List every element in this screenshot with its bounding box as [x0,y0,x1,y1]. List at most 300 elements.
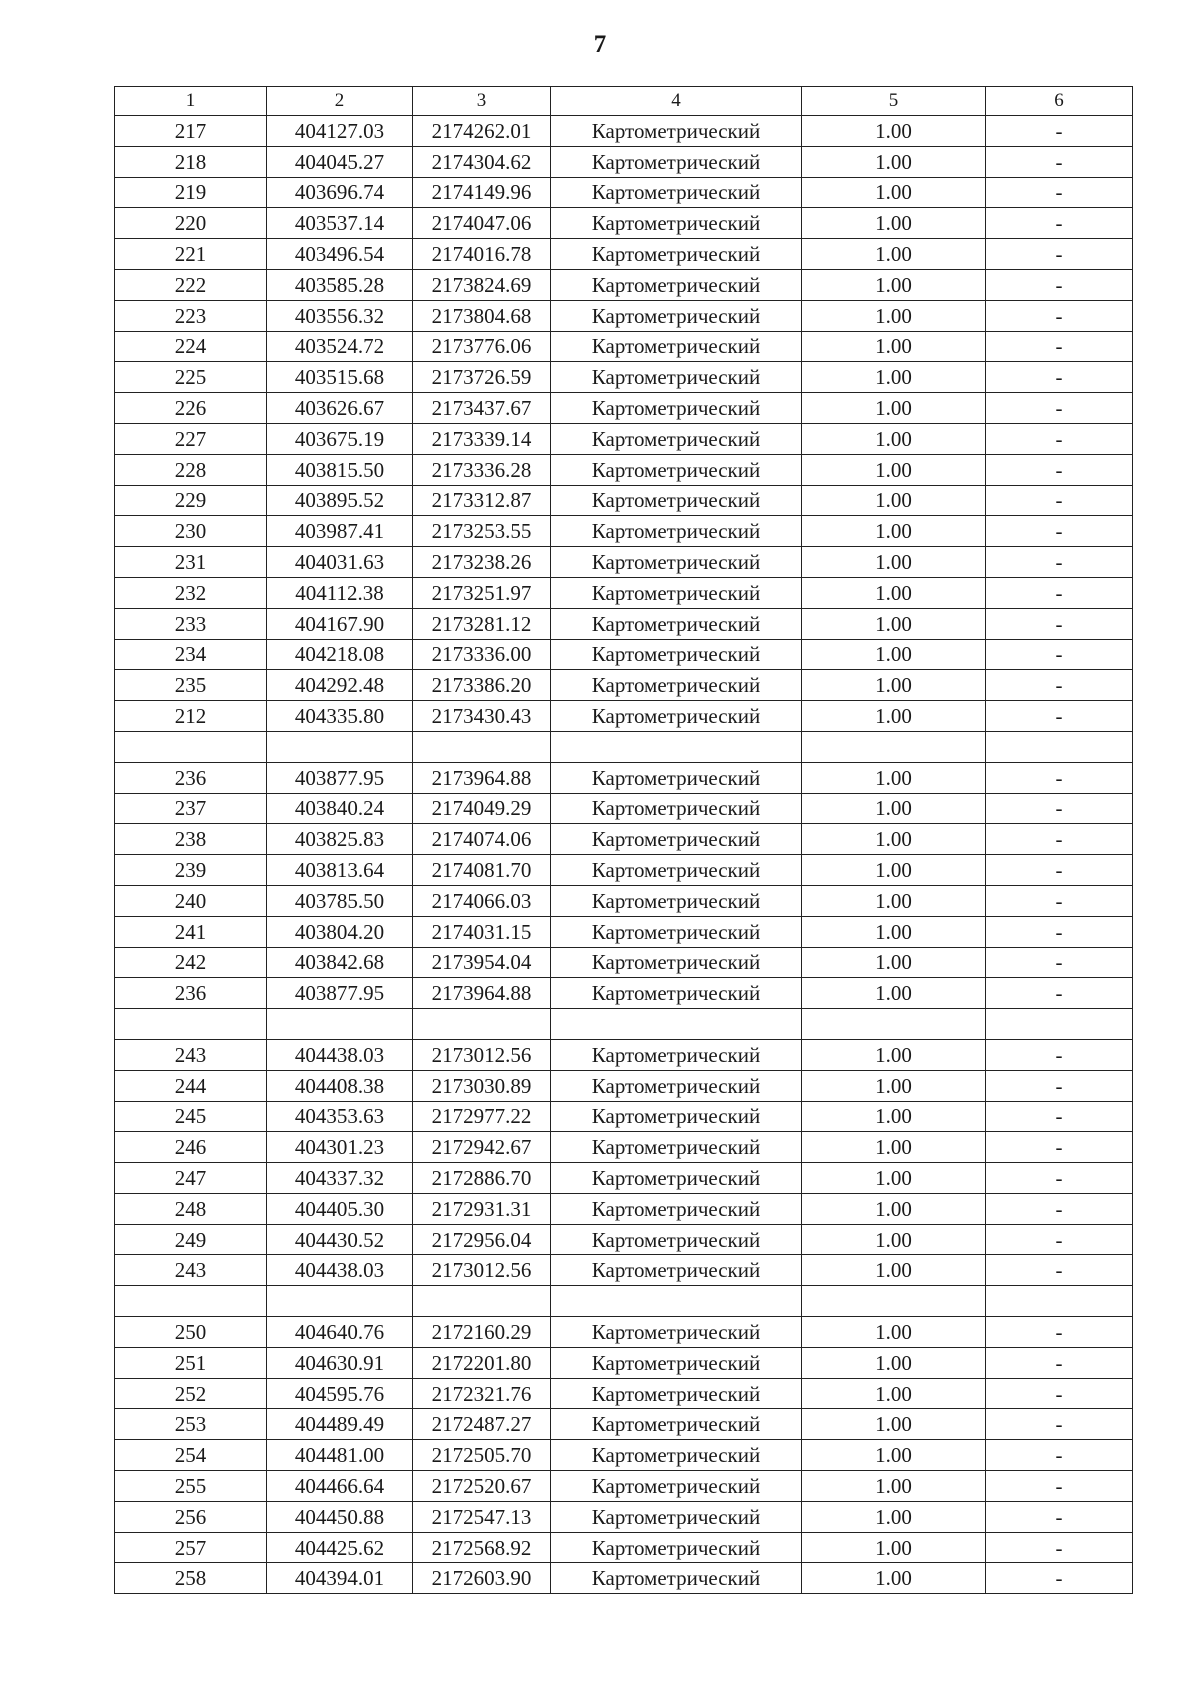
cell-x-coordinate: 403804.20 [267,916,413,947]
cell-point-number: 226 [115,393,267,424]
cell-x-coordinate: 403825.83 [267,824,413,855]
table-row [115,1163,1133,1194]
cell-y-coordinate: 2173012.56 [413,1039,551,1070]
cell-note: - [986,1255,1133,1286]
coordinates-table [114,86,1133,1594]
cell-x-coordinate: 403556.32 [267,300,413,331]
cell-x-coordinate: 403815.50 [267,454,413,485]
cell-x-coordinate [267,731,413,762]
cell-method [551,731,802,762]
cell-point-number: 219 [115,177,267,208]
table-row [115,1347,1133,1378]
cell-accuracy: 1.00 [802,577,986,608]
cell-point-number: 247 [115,1163,267,1194]
table-row [115,1501,1133,1532]
table-row [115,1193,1133,1224]
cell-method: Картометрический [551,423,802,454]
cell-accuracy: 1.00 [802,454,986,485]
header-cell-5: 5 [802,87,986,116]
cell-method: Картометрический [551,1347,802,1378]
cell-y-coordinate: 2172956.04 [413,1224,551,1255]
cell-method: Картометрический [551,362,802,393]
cell-x-coordinate: 404218.08 [267,639,413,670]
cell-note: - [986,885,1133,916]
cell-note: - [986,300,1133,331]
table-header [115,87,1133,116]
cell-x-coordinate: 404430.52 [267,1224,413,1255]
cell-accuracy: 1.00 [802,300,986,331]
cell-note: - [986,1163,1133,1194]
cell-accuracy: 1.00 [802,670,986,701]
cell-method: Картометрический [551,978,802,1009]
cell-accuracy: 1.00 [802,762,986,793]
cell-method: Картометрический [551,300,802,331]
cell-accuracy: 1.00 [802,1501,986,1532]
cell-point-number: 236 [115,762,267,793]
table-row [115,177,1133,208]
cell-note: - [986,639,1133,670]
cell-accuracy: 1.00 [802,1255,986,1286]
cell-x-coordinate: 404408.38 [267,1070,413,1101]
cell-x-coordinate: 403585.28 [267,269,413,300]
cell-method: Картометрический [551,393,802,424]
cell-method: Картометрический [551,1070,802,1101]
cell-x-coordinate: 404450.88 [267,1501,413,1532]
cell-point-number: 218 [115,146,267,177]
table-row [115,793,1133,824]
cell-point-number: 221 [115,239,267,270]
cell-x-coordinate: 403842.68 [267,947,413,978]
cell-y-coordinate: 2173030.89 [413,1070,551,1101]
cell-accuracy: 1.00 [802,608,986,639]
cell-note: - [986,824,1133,855]
cell-point-number: 234 [115,639,267,670]
cell-accuracy: 1.00 [802,516,986,547]
cell-point-number: 217 [115,116,267,147]
cell-method: Картометрический [551,1440,802,1471]
cell-accuracy: 1.00 [802,1532,986,1563]
cell-note: - [986,1471,1133,1502]
cell-point-number: 257 [115,1532,267,1563]
cell-y-coordinate: 2172886.70 [413,1163,551,1194]
table-row [115,146,1133,177]
cell-point-number: 243 [115,1255,267,1286]
cell-y-coordinate: 2172931.31 [413,1193,551,1224]
cell-x-coordinate: 404640.76 [267,1317,413,1348]
cell-method: Картометрический [551,177,802,208]
cell-x-coordinate: 404630.91 [267,1347,413,1378]
cell-point-number: 249 [115,1224,267,1255]
cell-method: Картометрический [551,239,802,270]
cell-note: - [986,670,1133,701]
table-row [115,1317,1133,1348]
cell-y-coordinate: 2173964.88 [413,978,551,1009]
cell-x-coordinate: 403496.54 [267,239,413,270]
cell-x-coordinate: 403840.24 [267,793,413,824]
cell-x-coordinate: 404031.63 [267,547,413,578]
cell-method: Картометрический [551,208,802,239]
cell-note: - [986,485,1133,516]
cell-accuracy: 1.00 [802,208,986,239]
cell-accuracy: 1.00 [802,1193,986,1224]
cell-x-coordinate: 403877.95 [267,978,413,1009]
cell-note: - [986,1132,1133,1163]
cell-accuracy: 1.00 [802,1101,986,1132]
cell-y-coordinate: 2174149.96 [413,177,551,208]
cell-y-coordinate: 2173312.87 [413,485,551,516]
cell-accuracy: 1.00 [802,239,986,270]
cell-accuracy [802,1009,986,1040]
cell-note: - [986,1501,1133,1532]
table-row [115,362,1133,393]
table-row [115,423,1133,454]
table-row [115,485,1133,516]
cell-y-coordinate: 2172977.22 [413,1101,551,1132]
cell-note: - [986,547,1133,578]
cell-accuracy: 1.00 [802,1039,986,1070]
cell-accuracy: 1.00 [802,885,986,916]
table-row [115,454,1133,485]
cell-method: Картометрический [551,1224,802,1255]
cell-note: - [986,269,1133,300]
cell-method: Картометрический [551,947,802,978]
cell-point-number: 222 [115,269,267,300]
cell-note: - [986,454,1133,485]
cell-x-coordinate: 404425.62 [267,1532,413,1563]
table-row [115,1440,1133,1471]
cell-method: Картометрический [551,855,802,886]
cell-point-number: 252 [115,1378,267,1409]
cell-y-coordinate: 2173430.43 [413,701,551,732]
cell-method: Картометрический [551,146,802,177]
cell-accuracy: 1.00 [802,331,986,362]
table-row [115,608,1133,639]
cell-accuracy: 1.00 [802,916,986,947]
cell-point-number: 237 [115,793,267,824]
cell-point-number: 233 [115,608,267,639]
cell-x-coordinate: 404466.64 [267,1471,413,1502]
table-row [115,1224,1133,1255]
cell-note: - [986,393,1133,424]
cell-note: - [986,608,1133,639]
cell-x-coordinate: 404335.80 [267,701,413,732]
cell-point-number: 244 [115,1070,267,1101]
cell-accuracy: 1.00 [802,1347,986,1378]
cell-x-coordinate: 403785.50 [267,885,413,916]
table-row [115,639,1133,670]
cell-method: Картометрический [551,885,802,916]
cell-y-coordinate: 2173386.20 [413,670,551,701]
cell-point-number: 255 [115,1471,267,1502]
cell-note: - [986,1347,1133,1378]
table-row [115,547,1133,578]
cell-note: - [986,423,1133,454]
cell-point-number: 229 [115,485,267,516]
cell-x-coordinate: 403524.72 [267,331,413,362]
cell-method: Картометрический [551,701,802,732]
table-row [115,885,1133,916]
cell-x-coordinate: 404489.49 [267,1409,413,1440]
table-row [115,916,1133,947]
cell-x-coordinate: 403877.95 [267,762,413,793]
cell-point-number: 251 [115,1347,267,1378]
cell-point-number [115,1009,267,1040]
cell-point-number: 253 [115,1409,267,1440]
cell-note: - [986,1440,1133,1471]
cell-y-coordinate: 2173804.68 [413,300,551,331]
cell-x-coordinate: 404438.03 [267,1039,413,1070]
cell-x-coordinate: 404394.01 [267,1563,413,1594]
table-row [115,670,1133,701]
table-row [115,116,1133,147]
cell-note: - [986,1532,1133,1563]
cell-note: - [986,516,1133,547]
cell-method: Картометрический [551,1039,802,1070]
cell-method: Картометрический [551,454,802,485]
table-spacer-row [115,1286,1133,1317]
cell-y-coordinate: 2174304.62 [413,146,551,177]
cell-point-number: 258 [115,1563,267,1594]
cell-note: - [986,978,1133,1009]
cell-x-coordinate: 403515.68 [267,362,413,393]
cell-method: Картометрический [551,1471,802,1502]
cell-method: Картометрический [551,1132,802,1163]
table-row [115,855,1133,886]
header-cell-4: 4 [551,87,802,116]
cell-accuracy [802,731,986,762]
table-row [115,701,1133,732]
cell-x-coordinate: 404045.27 [267,146,413,177]
cell-accuracy: 1.00 [802,269,986,300]
cell-note: - [986,1409,1133,1440]
cell-note: - [986,331,1133,362]
cell-point-number: 238 [115,824,267,855]
table-row [115,947,1133,978]
cell-accuracy: 1.00 [802,1378,986,1409]
cell-note: - [986,177,1133,208]
table-row [115,1563,1133,1594]
table-row [115,1471,1133,1502]
cell-y-coordinate: 2172321.76 [413,1378,551,1409]
cell-y-coordinate: 2173251.97 [413,577,551,608]
cell-y-coordinate: 2174031.15 [413,916,551,947]
cell-point-number: 235 [115,670,267,701]
cell-note: - [986,701,1133,732]
cell-y-coordinate: 2173954.04 [413,947,551,978]
table-row [115,239,1133,270]
cell-method [551,1286,802,1317]
cell-note [986,731,1133,762]
table-row [115,1070,1133,1101]
cell-accuracy [802,1286,986,1317]
cell-method: Картометрический [551,1563,802,1594]
cell-method: Картометрический [551,1163,802,1194]
cell-x-coordinate [267,1286,413,1317]
table-row [115,208,1133,239]
table-row [115,824,1133,855]
cell-accuracy: 1.00 [802,1563,986,1594]
page-number: 7 [593,31,607,58]
table-row [115,1255,1133,1286]
table-row [115,393,1133,424]
cell-x-coordinate: 403626.67 [267,393,413,424]
cell-point-number: 256 [115,1501,267,1532]
cell-note: - [986,146,1133,177]
cell-note: - [986,855,1133,886]
cell-accuracy: 1.00 [802,177,986,208]
cell-x-coordinate: 404127.03 [267,116,413,147]
cell-accuracy: 1.00 [802,855,986,886]
cell-method: Картометрический [551,670,802,701]
cell-method: Картометрический [551,116,802,147]
cell-note: - [986,362,1133,393]
table-spacer-row [115,1009,1133,1040]
cell-method: Картометрический [551,793,802,824]
table-spacer-row [115,731,1133,762]
cell-y-coordinate: 2172568.92 [413,1532,551,1563]
cell-accuracy: 1.00 [802,485,986,516]
cell-y-coordinate: 2172520.67 [413,1471,551,1502]
cell-y-coordinate: 2173824.69 [413,269,551,300]
cell-x-coordinate: 403987.41 [267,516,413,547]
cell-y-coordinate: 2172505.70 [413,1440,551,1471]
cell-y-coordinate: 2172487.27 [413,1409,551,1440]
cell-accuracy: 1.00 [802,1471,986,1502]
cell-point-number: 239 [115,855,267,886]
cell-method: Картометрический [551,1317,802,1348]
table-body [115,116,1133,1594]
cell-note: - [986,1101,1133,1132]
cell-y-coordinate [413,731,551,762]
table-row [115,300,1133,331]
cell-note: - [986,1563,1133,1594]
cell-y-coordinate: 2174016.78 [413,239,551,270]
table-row [115,762,1133,793]
cell-y-coordinate: 2173012.56 [413,1255,551,1286]
cell-point-number: 250 [115,1317,267,1348]
header-cell-1: 1 [115,87,267,116]
cell-accuracy: 1.00 [802,146,986,177]
cell-accuracy: 1.00 [802,1224,986,1255]
cell-y-coordinate: 2174047.06 [413,208,551,239]
table-row [115,577,1133,608]
cell-accuracy: 1.00 [802,547,986,578]
cell-point-number: 241 [115,916,267,947]
cell-y-coordinate: 2174074.06 [413,824,551,855]
cell-y-coordinate: 2173339.14 [413,423,551,454]
cell-accuracy: 1.00 [802,1070,986,1101]
cell-note: - [986,793,1133,824]
cell-point-number: 236 [115,978,267,1009]
cell-accuracy: 1.00 [802,978,986,1009]
cell-accuracy: 1.00 [802,393,986,424]
cell-point-number: 227 [115,423,267,454]
cell-y-coordinate: 2173437.67 [413,393,551,424]
cell-y-coordinate: 2174049.29 [413,793,551,824]
cell-y-coordinate: 2173726.59 [413,362,551,393]
cell-y-coordinate: 2172603.90 [413,1563,551,1594]
cell-x-coordinate: 403895.52 [267,485,413,516]
cell-accuracy: 1.00 [802,116,986,147]
cell-x-coordinate: 404112.38 [267,577,413,608]
header-cell-6: 6 [986,87,1133,116]
cell-x-coordinate [267,1009,413,1040]
cell-point-number: 228 [115,454,267,485]
cell-method: Картометрический [551,1409,802,1440]
cell-point-number: 225 [115,362,267,393]
cell-point-number: 231 [115,547,267,578]
cell-accuracy: 1.00 [802,1163,986,1194]
cell-x-coordinate: 404353.63 [267,1101,413,1132]
header-row [115,87,1133,116]
cell-y-coordinate: 2173964.88 [413,762,551,793]
cell-note: - [986,762,1133,793]
cell-point-number: 240 [115,885,267,916]
table-row [115,516,1133,547]
cell-x-coordinate: 404595.76 [267,1378,413,1409]
cell-point-number: 246 [115,1132,267,1163]
cell-method: Картометрический [551,577,802,608]
cell-method: Картометрический [551,331,802,362]
cell-method: Картометрический [551,824,802,855]
cell-y-coordinate: 2172201.80 [413,1347,551,1378]
cell-x-coordinate: 404167.90 [267,608,413,639]
cell-point-number [115,1286,267,1317]
cell-note: - [986,1224,1133,1255]
cell-note: - [986,1070,1133,1101]
cell-method: Картометрический [551,1501,802,1532]
cell-note: - [986,239,1133,270]
cell-x-coordinate: 404337.32 [267,1163,413,1194]
cell-point-number [115,731,267,762]
cell-method: Картометрический [551,762,802,793]
cell-y-coordinate: 2173281.12 [413,608,551,639]
cell-y-coordinate: 2174081.70 [413,855,551,886]
cell-y-coordinate: 2172160.29 [413,1317,551,1348]
cell-y-coordinate: 2173253.55 [413,516,551,547]
table-row [115,1132,1133,1163]
cell-method [551,1009,802,1040]
table-row [115,1101,1133,1132]
cell-method: Картометрический [551,1378,802,1409]
cell-y-coordinate: 2174066.03 [413,885,551,916]
cell-x-coordinate: 404481.00 [267,1440,413,1471]
cell-method: Картометрический [551,485,802,516]
header-cell-2: 2 [267,87,413,116]
cell-point-number: 224 [115,331,267,362]
table-row [115,331,1133,362]
cell-x-coordinate: 403675.19 [267,423,413,454]
cell-method: Картометрический [551,516,802,547]
cell-accuracy: 1.00 [802,701,986,732]
cell-y-coordinate [413,1009,551,1040]
cell-point-number: 243 [115,1039,267,1070]
cell-point-number: 248 [115,1193,267,1224]
cell-point-number: 242 [115,947,267,978]
cell-y-coordinate: 2173336.28 [413,454,551,485]
cell-note [986,1286,1133,1317]
cell-note: - [986,208,1133,239]
cell-accuracy: 1.00 [802,639,986,670]
table-row [115,1409,1133,1440]
table-row [115,978,1133,1009]
cell-point-number: 245 [115,1101,267,1132]
cell-accuracy: 1.00 [802,423,986,454]
cell-point-number: 232 [115,577,267,608]
cell-x-coordinate: 404405.30 [267,1193,413,1224]
table-row [115,1039,1133,1070]
cell-note: - [986,916,1133,947]
